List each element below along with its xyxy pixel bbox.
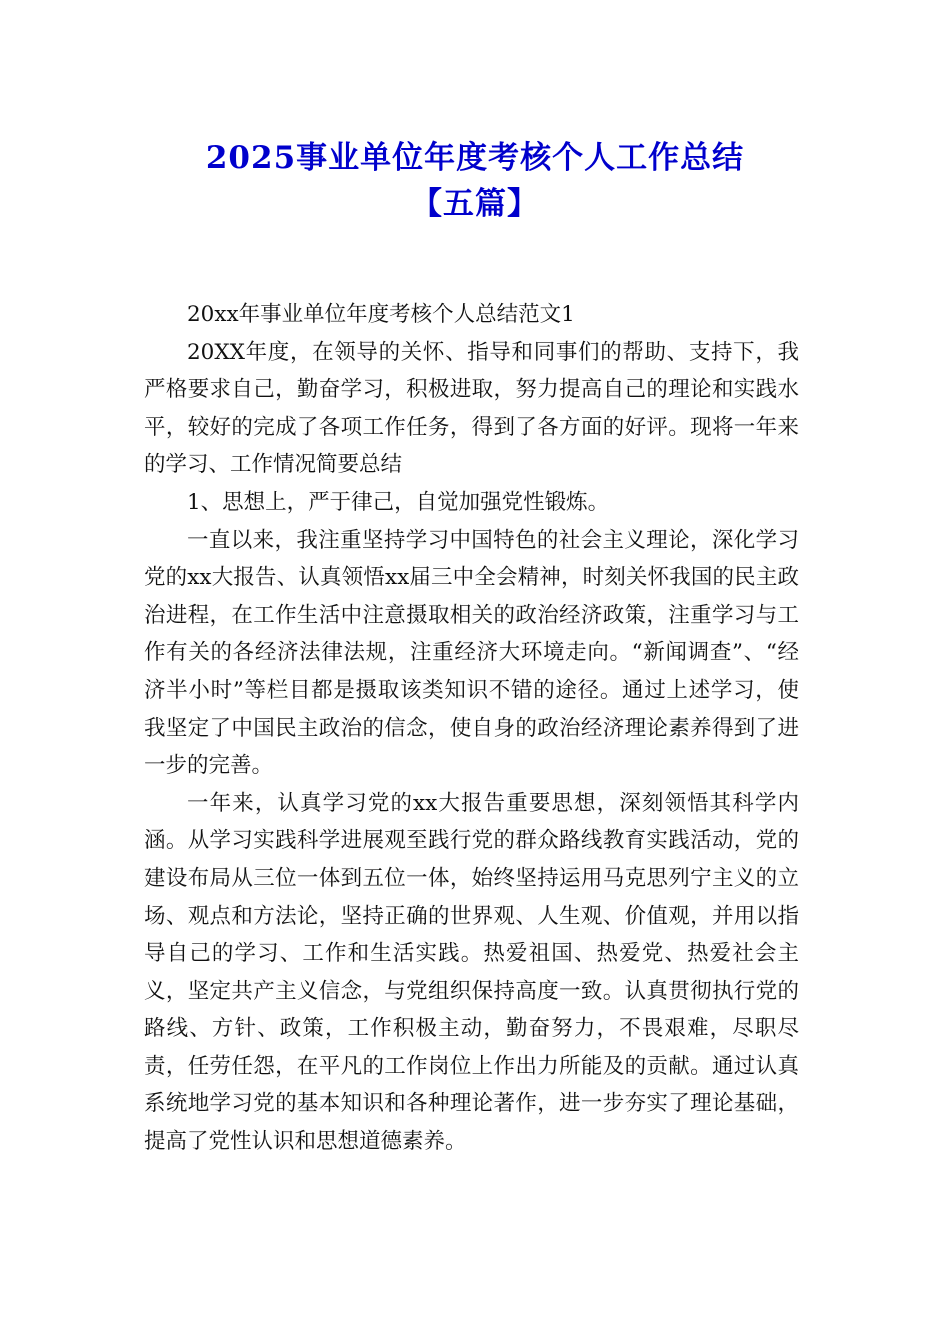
section-heading: 20xx年事业单位年度考核个人总结范文1 — [187, 302, 575, 327]
paragraph: 20XX年度，在领导的关怀、指导和同事们的帮助、支持下，我严格要求自己，勤奋学习，积极进取，努力提高自己的理论和实践水平，较好的完成了各项工作任务，得到了各方面的好评。现将一年来的学习、工作情况简要总结 — [144, 339, 799, 478]
document-body — [144, 296, 799, 1161]
document-subtitle: 【五篇】 — [411, 186, 539, 222]
paragraph: 一直以来，我注重坚持学习中国特色的社会主义理论，深化学习党的xx大报告、认真领悟xx届三中全会精神，时刻关怀我国的民主政治进程，在工作生活中注意摄取相关的政治经济政策，注重学习与工作有关的各经济法律法规，注重经济大环境走向。“新闻调查”、“经济半小时”等栏目都是摄取该类知识不错的途径。通过上述学习，使我坚定了中国民主政治的信念，使自身的政治经济理论素养得到了进一步的完善。 — [144, 527, 799, 779]
subsection-heading: 1、思想上，严于律己，自觉加强党性锻炼。 — [187, 489, 610, 515]
paragraph: 一年来，认真学习党的xx大报告重要思想，深刻领悟其科学内涵。从学习实践科学进展观至践行党的群众路线教育实践活动，党的建设布局从三位一体到五位一体，始终坚持运用马克思列宁主义的立场、观点和方法论，坚持正确的世界观、人生观、价值观，并用以指导自己的学习、工作和生活实践。热爱祖国、热爱党、热爱社会主义，坚定共产主义信念，与党组织保持高度一致。认真贯彻执行党的路线、方针、政策，工作积极主动，勤奋努力，不畏艰难，尽职尽责，任劳任怨，在平凡的工作岗位上作出力所能及的贡献。通过认真系统地学习党的基本知识和各种理论著作，进一步夯实了理论基础，提高了党性认识和思想道德素养。 — [144, 790, 799, 1155]
document-title: 2025事业单位年度考核个人工作总结 — [205, 140, 745, 176]
